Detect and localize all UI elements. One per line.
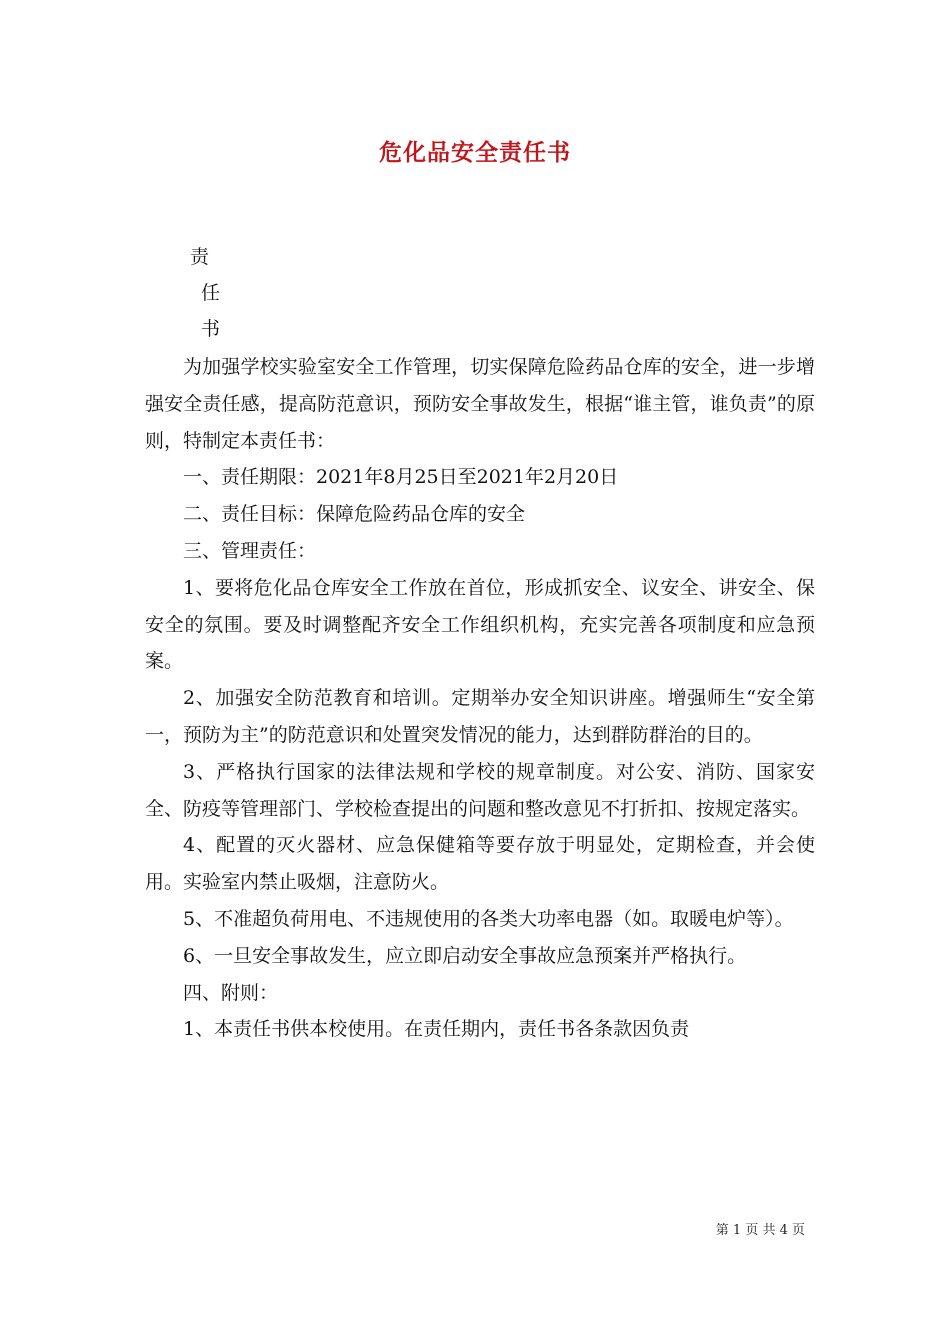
vertical-title-char-1: 责 bbox=[190, 246, 210, 268]
paragraph-item-4: 4、配置的灭火器材、应急保健箱等要存放于明显处，定期检查，并会使用。实验室内禁止吸烟，注意防火。 bbox=[145, 834, 815, 894]
paragraph-item-5: 5、不准超负荷用电、不违规使用的各类大功率电器（如。取暖电炉等）。 bbox=[183, 907, 794, 930]
paragraph-term: 一、责任期限：2021年8月25日至2021年2月20日 bbox=[183, 466, 619, 489]
paragraph-item-6: 6、一旦安全事故发生，应立即启动安全事故应急预案并严格执行。 bbox=[183, 944, 747, 967]
paragraph-goal: 二、责任目标：保障危险药品仓库的安全 bbox=[183, 503, 526, 526]
paragraph-appendix-item-1: 1、本责任书供本校使用。在责任期内，责任书各条款因负责 bbox=[183, 1018, 690, 1041]
paragraph-item-3: 3、严格执行国家的法律法规和学校的规章制度。对公安、消防、国家安全、防疫等管理部门、学校检查提出的问题和整改意见不打折扣、按规定落实。 bbox=[145, 760, 815, 820]
document-body bbox=[145, 349, 815, 1048]
document-title: 危化品安全责任书 bbox=[379, 140, 571, 166]
paragraph-responsibility-heading: 三、管理责任： bbox=[183, 539, 317, 562]
page-number: 第 1 页 共 4 页 bbox=[715, 1223, 805, 1238]
paragraph-item-2: 2、加强安全防范教育和培训。定期举办安全知识讲座。增强师生“安全第一，预防为主”的防范意识和处置突发情况的能力，达到群防群治的目的。 bbox=[145, 687, 815, 746]
paragraph-intro: 为加强学校实验室安全工作管理，切实保障危险药品仓库的安全，进一步增强安全责任感，提高防范意识，预防安全事故发生，根据“谁主管，谁负责”的原则，特制定本责任书： bbox=[145, 356, 815, 452]
paragraph-item-1: 1、要将危化品仓库安全工作放在首位，形成抓安全、议安全、讲安全、保安全的氛围。要及时调整配齐安全工作组织机构，充实完善各项制度和应急预案。 bbox=[145, 576, 815, 673]
paragraph-appendix-heading: 四、附则： bbox=[183, 981, 279, 1004]
vertical-title-char-2: 任 bbox=[201, 282, 221, 304]
vertical-title-char-3: 书 bbox=[201, 318, 221, 340]
